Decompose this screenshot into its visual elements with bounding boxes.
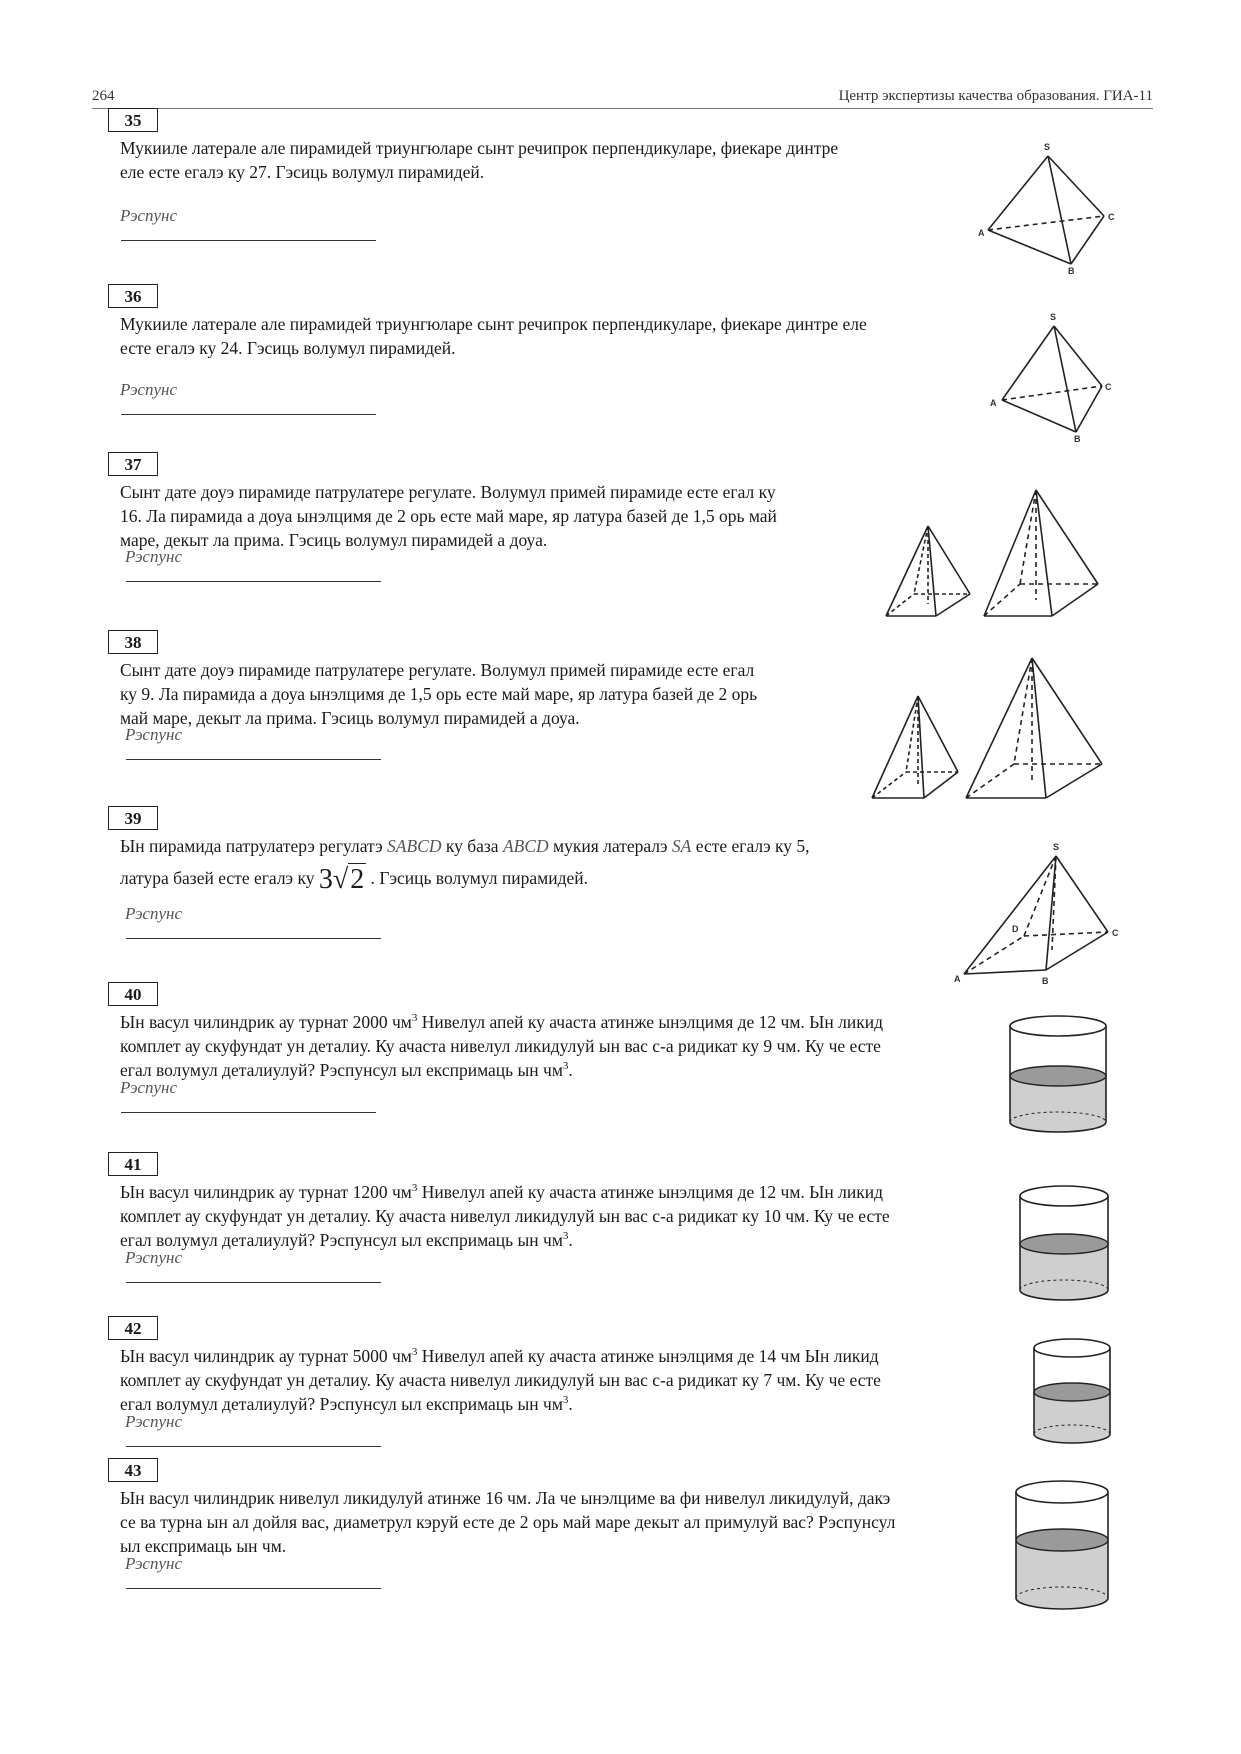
task-number: 37 <box>108 452 158 476</box>
vertex-label: D <box>1012 924 1019 934</box>
pyramid-pair-figure-38 <box>862 652 1122 804</box>
answer-line[interactable] <box>121 226 376 241</box>
answer-field[interactable] <box>120 380 376 420</box>
task-text <box>120 312 970 360</box>
answer-label: Рэспунс <box>120 380 177 399</box>
answer-field[interactable] <box>120 1078 376 1118</box>
answer-label: Рэспунс <box>120 1078 177 1097</box>
answer-label: Рэспунс <box>125 1412 182 1431</box>
answer-field[interactable] <box>125 1412 381 1452</box>
task-line: ку 9. Ла пирамида а доуа ынэлцимя де 1,5 орь есте май маре, яр латура базей де 2 орь <box>120 684 758 704</box>
task-line: комплет ау скуфундат ун деталиу. Ку ачаста нивелул ликидулуй ын вас с-а ридикат ку 9 чм. Ку че есте <box>120 1036 881 1056</box>
answer-field[interactable] <box>125 904 381 944</box>
answer-field[interactable] <box>120 206 376 246</box>
task-number: 43 <box>108 1458 158 1482</box>
task-line: Сынт дате доуэ пирамиде патрулатере регулате. Волумул примей пирамиде есте егал ку <box>120 482 776 502</box>
task-text <box>120 1180 1010 1252</box>
task-line: есте егалэ ку 24. Гэсиць волумул пирамидей. <box>120 338 456 358</box>
task-number: 39 <box>108 806 158 830</box>
task-line: май маре, декыт ла прима. Гэсиць волумул пирамидей а доуа. <box>120 708 580 728</box>
task-text <box>120 658 862 730</box>
task-text <box>120 136 962 184</box>
answer-label: Рэспунс <box>125 725 182 744</box>
task-number: 36 <box>108 284 158 308</box>
task-text <box>120 1344 1022 1416</box>
answer-label: Рэспунс <box>125 547 182 566</box>
task-line: Ын васул чилиндрик нивелул ликидулуй атинже 16 чм. Ла че ынэлциме ва фи нивелул ликидулуй, дакэ <box>120 1488 891 1508</box>
task-line: еле есте егалэ ку 27. Гэсиць волумул пирамидей. <box>120 162 485 182</box>
task-line: се ва турна ын ал дойля вас, диаметрул кэруй есте де 2 орь май маре декыт ал примулуй вас? Рэспунсул <box>120 1512 896 1532</box>
answer-line[interactable] <box>126 1268 381 1283</box>
answer-label: Рэспунс <box>125 904 182 923</box>
task-line: комплет ау скуфундат ун деталиу. Ку ачаста нивелул ликидулуй ын вас с-а ридикат ку 7 чм. Ку че есте <box>120 1370 881 1390</box>
cylinder-figure-42 <box>1030 1336 1114 1448</box>
vertex-label: A <box>990 398 997 408</box>
task-line: Мукииле латерале але пирамидей триунгюларе сынт речипрок перпендикуларе, фиекаре динтре еле <box>120 314 867 334</box>
task-line: егал волумул деталиулуй? Рэспунсул ыл експримаць ын $чм^3$. <box>120 1060 573 1080</box>
task-number: 38 <box>108 630 158 654</box>
task-line: 16. Ла пирамида а доуа ынэлцимя де 2 орь есте май маре, яр латура базей де 1,5 орь май <box>120 506 777 526</box>
vertex-label: C <box>1105 382 1112 392</box>
answer-line[interactable] <box>126 924 381 939</box>
header-rule <box>92 108 1153 109</box>
task-number: 42 <box>108 1316 158 1340</box>
vertex-label: C <box>1108 212 1115 222</box>
answer-line[interactable] <box>121 400 376 415</box>
task-line: Ын васул чилиндрик ау турнат 1200 $чм^3$ Нивелул апей ку ачаста атинже ынэлцимя де 12 чм. Ын ликид <box>120 1182 884 1202</box>
answer-line[interactable] <box>126 567 381 582</box>
task-number: 35 <box>108 108 158 132</box>
cylinder-figure-41 <box>1016 1182 1112 1306</box>
vertex-label: S <box>1050 312 1057 322</box>
task-line: Ын пирамида патрулатерэ регулатэ SABCD ку база ABCD мукия латералэ SA есте егалэ ку 5, <box>120 836 810 856</box>
vertex-label: A <box>978 228 985 238</box>
task-line: егал волумул деталиулуй? Рэспунсул ыл експримаць ын $чм^3$. <box>120 1230 573 1250</box>
answer-field[interactable] <box>125 547 381 587</box>
answer-label: Рэспунс <box>120 206 177 225</box>
pyramid-figure-36 <box>982 310 1112 444</box>
answer-field[interactable] <box>125 1248 381 1288</box>
vertex-label: A <box>954 974 961 984</box>
task-number: 41 <box>108 1152 158 1176</box>
task-text <box>120 1486 1010 1558</box>
pyramid-figure-39 <box>952 838 1122 986</box>
answer-line[interactable] <box>121 1098 376 1113</box>
cylinder-figure-43 <box>1012 1476 1112 1616</box>
task-line: латура базей есте егалэ ку 3√2 . Гэсиць волумул пирамидей. <box>120 864 588 895</box>
task-number: 40 <box>108 982 158 1006</box>
task-line: маре, декыт ла прима. Гэсиць волумул пирамидей а доуа. <box>120 530 548 550</box>
vertex-label: S <box>1044 142 1051 152</box>
task-line: Сынт дате доуэ пирамиде патрулатере регулате. Волумул примей пирамиде есте егал <box>120 660 755 680</box>
source-header: Центр экспертизы качества образования. ГИА-11 <box>838 88 1153 104</box>
task-line: егал волумул деталиулуй? Рэспунсул ыл експримаць ын $чм^3$. <box>120 1394 573 1414</box>
vertex-label: B <box>1074 434 1081 444</box>
answer-label: Рэспунс <box>125 1554 182 1573</box>
task-text <box>120 480 876 552</box>
cylinder-figure-40 <box>1006 1012 1110 1138</box>
task-line: Ын васул чилиндрик ау турнат 5000 $чм^3$ Нивелул апей ку ачаста атинже ынэлцимя де 14 чм Ын ликид <box>120 1346 879 1366</box>
sqrt-expression: 3√2 <box>318 864 365 895</box>
task-line: комплет ау скуфундат ун деталиу. Ку ачаста нивелул ликидулуй ын вас с-а ридикат ку 10 чм. Ку че есте <box>120 1206 890 1226</box>
answer-field[interactable] <box>125 1554 381 1594</box>
vertex-label: B <box>1042 976 1049 986</box>
vertex-label: S <box>1053 842 1060 852</box>
answer-line[interactable] <box>126 1574 381 1589</box>
task-text <box>120 834 950 895</box>
vertex-label: B <box>1068 266 1075 274</box>
page-number: 264 <box>92 88 115 104</box>
task-text <box>120 1010 1000 1082</box>
answer-field[interactable] <box>125 725 381 765</box>
answer-line[interactable] <box>126 1432 381 1447</box>
task-line: Мукииле латерале але пирамидей триунгюларе сынт речипрок перпендикуларе, фиекаре динтре <box>120 138 839 158</box>
pyramid-pair-figure-37 <box>876 482 1126 624</box>
pyramid-figure-35 <box>968 138 1118 274</box>
task-line: Ын васул чилиндрик ау турнат 2000 $чм^3$ Нивелул апей ку ачаста атинже ынэлцимя де 12 чм. Ын ликид <box>120 1012 884 1032</box>
vertex-label: C <box>1112 928 1119 938</box>
answer-line[interactable] <box>126 745 381 760</box>
answer-label: Рэспунс <box>125 1248 182 1267</box>
task-line: ыл експримаць ын чм. <box>120 1536 287 1556</box>
